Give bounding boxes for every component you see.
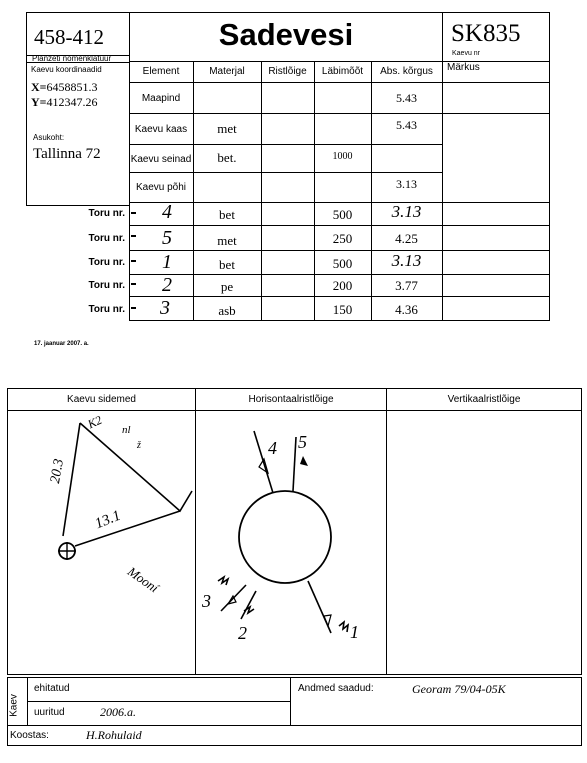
header-abs-height: Abs. kõrgus [380, 66, 433, 77]
tie-corner-label: K2 [85, 412, 105, 432]
location-label: Asukoht: [33, 133, 65, 142]
pipe-number-3: 3 [202, 591, 211, 611]
compiled-label: Koostas: [10, 730, 49, 741]
data-source-value: Georam 79/04-05K [412, 682, 506, 696]
well-id-caption: Kaevu nr [452, 50, 481, 57]
tie-distance-b: 13.1 [92, 507, 124, 533]
well-vertical-label: Kaev [8, 694, 20, 717]
compiled-value: H.Rohulaid [86, 728, 142, 742]
vertical-section-label: Vertikaalristlõige [447, 394, 521, 405]
tie-bottom-note: Mooní [125, 563, 162, 596]
header-remarks: Märkus [447, 62, 480, 73]
x-coordinate: X=6458851.3 [31, 80, 98, 94]
y-coordinate: Y=412347.26 [31, 95, 98, 109]
data-source-label: Andmed saadud: [298, 683, 374, 694]
pipe-number-5: 5 [298, 432, 307, 452]
coords-label: Kaevu koordinaadid [31, 65, 102, 74]
well-id: SK835 [451, 20, 521, 47]
header-element: Element [142, 66, 180, 77]
tie-corner-note-2: ž [137, 440, 141, 451]
date-note: 17. jaanuar 2007. a. [34, 341, 89, 347]
ties-sketch [8, 411, 195, 674]
header-material: Materjal [209, 66, 245, 77]
surveyed-label: uuritud [34, 707, 65, 718]
ties-label: Kaevu sidemed [67, 394, 136, 405]
map-sheet-number: 458-412 [34, 25, 104, 49]
pipe-number-2: 2 [238, 623, 247, 643]
surveyed-value: 2006.a. [100, 705, 136, 719]
built-label: ehitatud [34, 683, 70, 694]
page-title: Sadevesi [218, 17, 354, 52]
horizontal-section-label: Horisontaalristlõige [248, 394, 334, 405]
pipe-number-1: 1 [350, 622, 359, 642]
map-sheet-caption: Planzeti nomenklatuur [32, 54, 112, 63]
header-cross-section: Ristlõige [268, 66, 307, 77]
pipe-number-4: 4 [268, 438, 277, 458]
tie-distance-a: 20.3 [48, 457, 68, 485]
header-diameter: Läbimõõt [321, 66, 364, 77]
location-value: Tallinna 72 [33, 146, 101, 162]
tie-corner-note: nl [122, 424, 131, 436]
